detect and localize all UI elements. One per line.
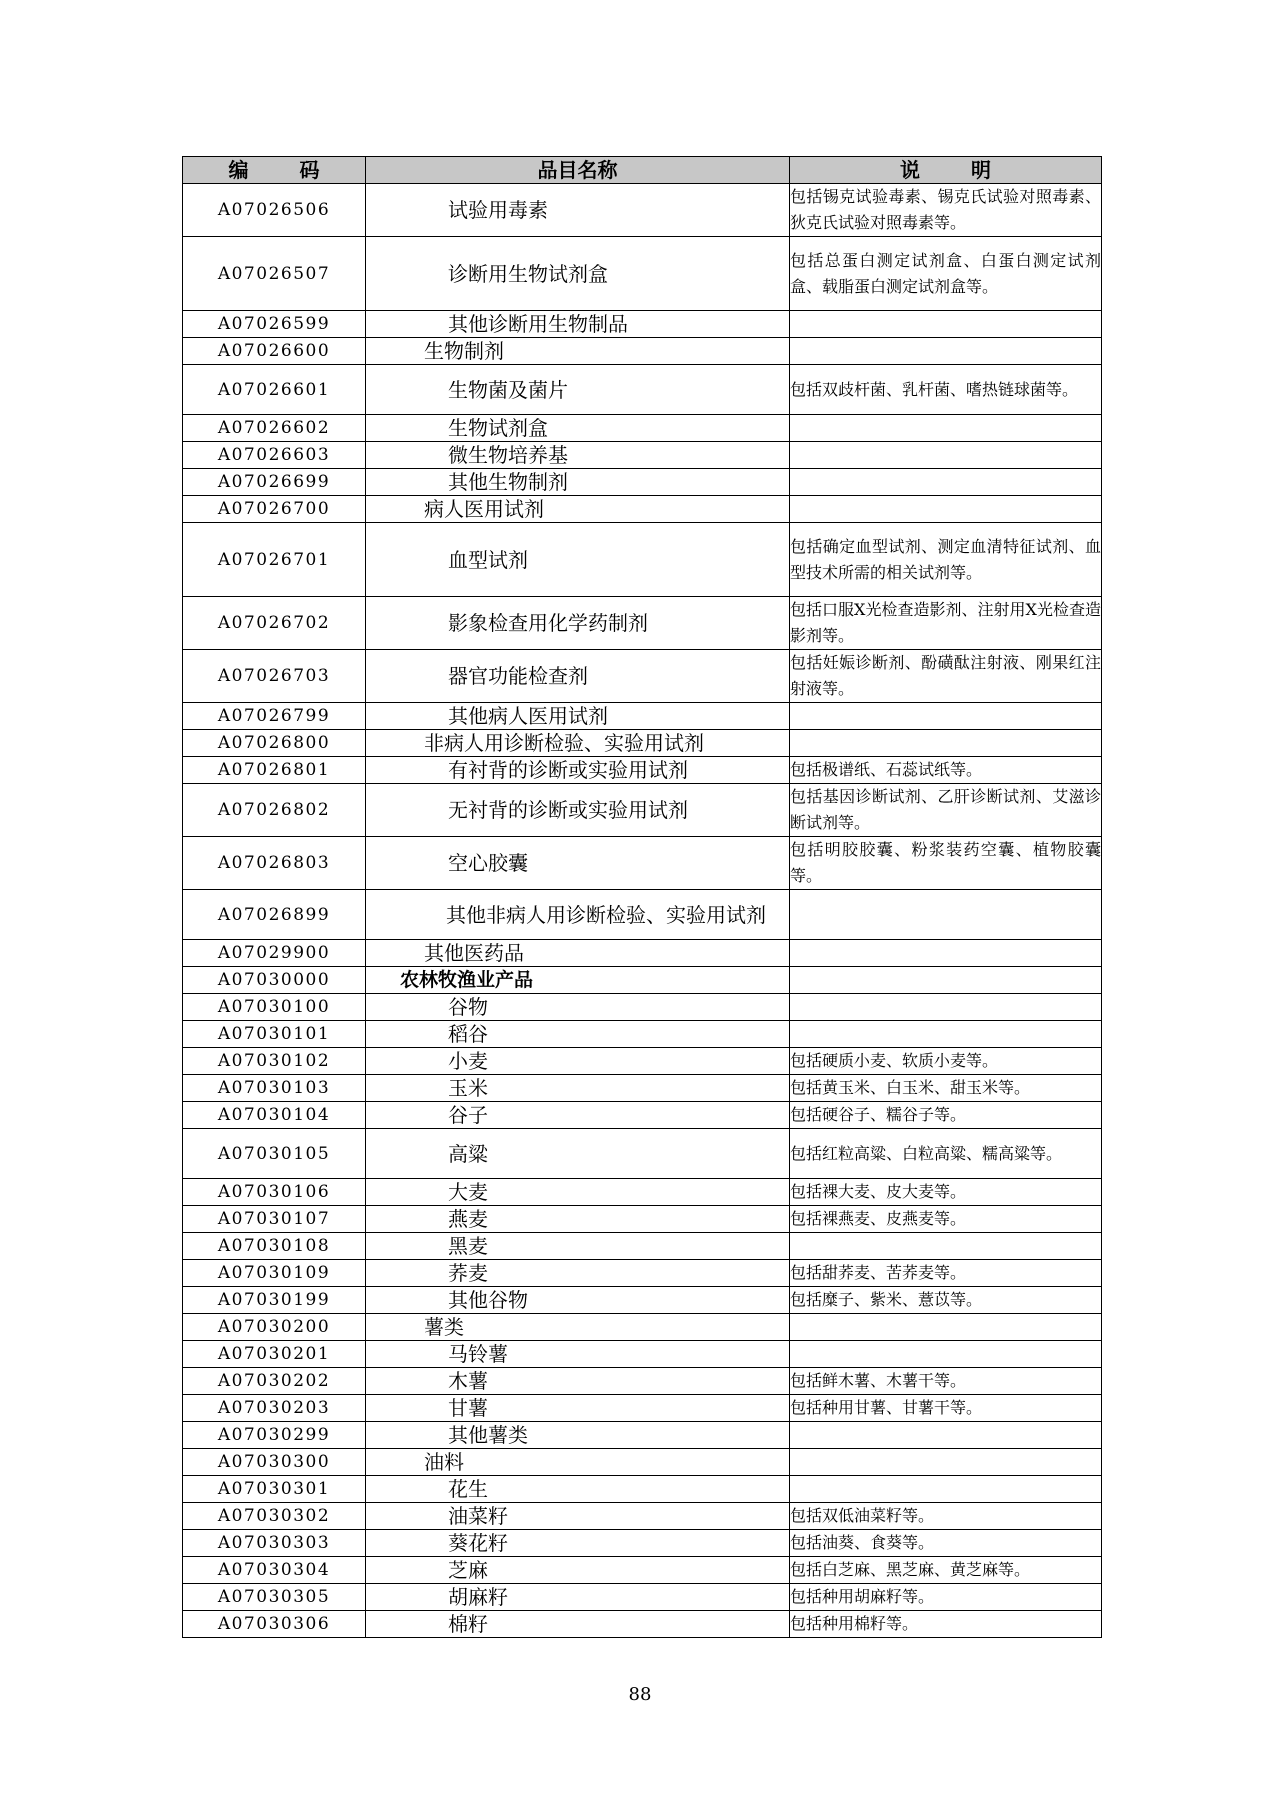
row-name bbox=[366, 1206, 790, 1233]
row-name-text: 棉籽 bbox=[448, 1612, 488, 1636]
row-desc bbox=[790, 442, 1102, 469]
row-desc bbox=[790, 469, 1102, 496]
row-desc bbox=[790, 994, 1102, 1021]
row-desc bbox=[790, 1422, 1102, 1449]
row-code: A07030300 bbox=[183, 1449, 366, 1476]
table-row bbox=[183, 1557, 1102, 1584]
row-name bbox=[366, 237, 790, 311]
row-code: A07026703 bbox=[183, 650, 366, 703]
table-row bbox=[183, 650, 1102, 703]
row-name bbox=[366, 967, 790, 994]
row-desc bbox=[790, 967, 1102, 994]
row-name-text: 荞麦 bbox=[448, 1261, 488, 1285]
row-code: A07026701 bbox=[183, 523, 366, 597]
row-name bbox=[366, 1422, 790, 1449]
table-row bbox=[183, 523, 1102, 597]
row-desc bbox=[790, 496, 1102, 523]
table-row bbox=[183, 730, 1102, 757]
row-desc: 包括双低油菜籽等。 bbox=[790, 1503, 1102, 1530]
row-desc: 包括硬谷子、糯谷子等。 bbox=[790, 1102, 1102, 1129]
row-name-text: 生物试剂盒 bbox=[448, 416, 548, 440]
row-code: A07026800 bbox=[183, 730, 366, 757]
row-name-text: 马铃薯 bbox=[448, 1342, 508, 1366]
row-code: A07026699 bbox=[183, 469, 366, 496]
row-name-text: 芝麻 bbox=[448, 1558, 488, 1582]
row-desc bbox=[790, 703, 1102, 730]
row-name-text: 大麦 bbox=[448, 1180, 488, 1204]
row-name-text: 血型试剂 bbox=[448, 547, 528, 572]
row-name bbox=[366, 311, 790, 338]
row-code: A07030104 bbox=[183, 1102, 366, 1129]
row-name-text: 其他谷物 bbox=[448, 1288, 528, 1312]
row-name-text: 稻谷 bbox=[448, 1022, 488, 1046]
row-desc bbox=[790, 890, 1102, 940]
page-number: 88 bbox=[628, 1684, 652, 1705]
row-desc: 包括明胶胶囊、粉浆装药空囊、植物胶囊等。 bbox=[790, 837, 1102, 890]
row-name-text: 燕麦 bbox=[448, 1207, 488, 1231]
row-desc bbox=[790, 1449, 1102, 1476]
row-name-text: 玉米 bbox=[448, 1076, 488, 1100]
table-row bbox=[183, 1368, 1102, 1395]
row-desc: 包括基因诊断试剂、乙肝诊断试剂、艾滋诊断试剂等。 bbox=[790, 784, 1102, 837]
table-row bbox=[183, 1530, 1102, 1557]
row-name bbox=[366, 1260, 790, 1287]
row-name bbox=[366, 338, 790, 365]
table-row bbox=[183, 1287, 1102, 1314]
row-code: A07026801 bbox=[183, 757, 366, 784]
header-row bbox=[183, 157, 1102, 184]
table-row bbox=[183, 1075, 1102, 1102]
row-name bbox=[366, 1102, 790, 1129]
row-desc bbox=[790, 311, 1102, 338]
row-code: A07026599 bbox=[183, 311, 366, 338]
row-code: A07030103 bbox=[183, 1075, 366, 1102]
row-name-text: 空心胶囊 bbox=[448, 851, 528, 875]
table-row bbox=[183, 597, 1102, 650]
table-row bbox=[183, 1314, 1102, 1341]
table-row bbox=[183, 338, 1102, 365]
row-code: A07030199 bbox=[183, 1287, 366, 1314]
row-desc: 包括鲜木薯、木薯干等。 bbox=[790, 1368, 1102, 1395]
table-row bbox=[183, 237, 1102, 311]
table-row bbox=[183, 940, 1102, 967]
header-desc: 说 明 bbox=[790, 157, 1102, 184]
row-desc: 包括裸大麦、皮大麦等。 bbox=[790, 1179, 1102, 1206]
row-name-text: 谷子 bbox=[448, 1103, 488, 1127]
row-name-text: 无衬背的诊断或实验用试剂 bbox=[448, 798, 688, 822]
row-name-text: 生物制剂 bbox=[424, 339, 504, 363]
table-row bbox=[183, 1611, 1102, 1638]
table-row bbox=[183, 442, 1102, 469]
row-code: A07030100 bbox=[183, 994, 366, 1021]
row-name bbox=[366, 890, 790, 940]
table-row bbox=[183, 1260, 1102, 1287]
row-name bbox=[366, 184, 790, 237]
row-code: A07030302 bbox=[183, 1503, 366, 1530]
table-row bbox=[183, 757, 1102, 784]
row-desc: 包括极谱纸、石蕊试纸等。 bbox=[790, 757, 1102, 784]
table-row bbox=[183, 703, 1102, 730]
row-name bbox=[366, 1368, 790, 1395]
table-row bbox=[183, 1422, 1102, 1449]
row-name-text: 微生物培养基 bbox=[448, 443, 568, 467]
row-desc: 包括妊娠诊断剂、酚磺酞注射液、刚果红注射液等。 bbox=[790, 650, 1102, 703]
row-code: A07030000 bbox=[183, 967, 366, 994]
row-name bbox=[366, 1449, 790, 1476]
row-code: A07026803 bbox=[183, 837, 366, 890]
row-name-text: 黑麦 bbox=[448, 1234, 488, 1258]
row-name bbox=[366, 1341, 790, 1368]
table-row bbox=[183, 1476, 1102, 1503]
row-desc: 包括种用胡麻籽等。 bbox=[790, 1584, 1102, 1611]
row-name bbox=[366, 1075, 790, 1102]
row-desc: 包括糜子、紫米、薏苡等。 bbox=[790, 1287, 1102, 1314]
table-row bbox=[183, 1584, 1102, 1611]
row-desc bbox=[790, 1476, 1102, 1503]
row-name bbox=[366, 994, 790, 1021]
row-name bbox=[366, 365, 790, 415]
table-row bbox=[183, 415, 1102, 442]
row-code: A07026602 bbox=[183, 415, 366, 442]
row-name-text: 甘薯 bbox=[448, 1396, 488, 1420]
table-body bbox=[183, 184, 1102, 1638]
table-row bbox=[183, 1395, 1102, 1422]
row-name-text: 薯类 bbox=[424, 1315, 464, 1339]
row-desc: 包括双歧杆菌、乳杆菌、嗜热链球菌等。 bbox=[790, 365, 1102, 415]
row-code: A07026507 bbox=[183, 237, 366, 311]
table-row bbox=[183, 184, 1102, 237]
row-name-text: 其他诊断用生物制品 bbox=[448, 312, 628, 336]
row-name bbox=[366, 1179, 790, 1206]
row-code: A07026601 bbox=[183, 365, 366, 415]
table-row bbox=[183, 1341, 1102, 1368]
table-row bbox=[183, 967, 1102, 994]
table-row bbox=[183, 311, 1102, 338]
row-name-text: 诊断用生物试剂盒 bbox=[448, 261, 608, 286]
header-name: 品目名称 bbox=[366, 157, 790, 184]
row-name-text: 谷物 bbox=[448, 995, 488, 1019]
row-code: A07029900 bbox=[183, 940, 366, 967]
row-name bbox=[366, 1557, 790, 1584]
table-row bbox=[183, 1102, 1102, 1129]
row-code: A07030105 bbox=[183, 1129, 366, 1179]
row-name-text: 胡麻籽 bbox=[448, 1585, 508, 1609]
row-name-text: 其他非病人用诊断检验、实验用试剂 bbox=[446, 902, 766, 927]
row-name bbox=[366, 1233, 790, 1260]
table-row bbox=[183, 1179, 1102, 1206]
row-name bbox=[366, 1611, 790, 1638]
table-row bbox=[183, 469, 1102, 496]
row-name bbox=[366, 523, 790, 597]
table-row bbox=[183, 784, 1102, 837]
row-name bbox=[366, 442, 790, 469]
row-name-text: 其他病人医用试剂 bbox=[448, 704, 608, 728]
row-code: A07026603 bbox=[183, 442, 366, 469]
row-desc: 包括裸燕麦、皮燕麦等。 bbox=[790, 1206, 1102, 1233]
row-name bbox=[366, 1395, 790, 1422]
row-name-text: 油菜籽 bbox=[448, 1504, 508, 1528]
row-desc: 包括种用棉籽等。 bbox=[790, 1611, 1102, 1638]
row-desc bbox=[790, 1314, 1102, 1341]
row-code: A07030306 bbox=[183, 1611, 366, 1638]
row-code: A07030200 bbox=[183, 1314, 366, 1341]
header-code: 编 码 bbox=[183, 157, 366, 184]
row-name-text: 试验用毒素 bbox=[448, 198, 548, 222]
row-name bbox=[366, 1287, 790, 1314]
row-desc: 包括总蛋白测定试剂盒、白蛋白测定试剂盒、载脂蛋白测定试剂盒等。 bbox=[790, 237, 1102, 311]
row-desc: 包括确定血型试剂、测定血清特征试剂、血型技术所需的相关试剂等。 bbox=[790, 523, 1102, 597]
table-row bbox=[183, 994, 1102, 1021]
row-code: A07030303 bbox=[183, 1530, 366, 1557]
row-name-text: 影象检查用化学药制剂 bbox=[448, 611, 648, 635]
row-name bbox=[366, 1584, 790, 1611]
row-code: A07030107 bbox=[183, 1206, 366, 1233]
row-code: A07030203 bbox=[183, 1395, 366, 1422]
row-code: A07030299 bbox=[183, 1422, 366, 1449]
row-name bbox=[366, 940, 790, 967]
row-code: A07030101 bbox=[183, 1021, 366, 1048]
row-name-text: 有衬背的诊断或实验用试剂 bbox=[448, 758, 688, 782]
row-name bbox=[366, 496, 790, 523]
row-name bbox=[366, 415, 790, 442]
table-row bbox=[183, 1129, 1102, 1179]
row-code: A07026802 bbox=[183, 784, 366, 837]
row-desc bbox=[790, 1233, 1102, 1260]
row-code: A07030301 bbox=[183, 1476, 366, 1503]
row-name-text: 病人医用试剂 bbox=[424, 497, 544, 521]
row-name-text: 葵花籽 bbox=[448, 1531, 508, 1555]
row-code: A07030201 bbox=[183, 1341, 366, 1368]
row-desc: 包括红粒高粱、白粒高粱、糯高粱等。 bbox=[790, 1129, 1102, 1179]
row-name bbox=[366, 730, 790, 757]
row-code: A07030109 bbox=[183, 1260, 366, 1287]
row-desc: 包括硬质小麦、软质小麦等。 bbox=[790, 1048, 1102, 1075]
row-code: A07030108 bbox=[183, 1233, 366, 1260]
table-row bbox=[183, 1233, 1102, 1260]
row-desc bbox=[790, 730, 1102, 757]
row-desc: 包括种用甘薯、甘薯干等。 bbox=[790, 1395, 1102, 1422]
row-name bbox=[366, 784, 790, 837]
row-code: A07030304 bbox=[183, 1557, 366, 1584]
row-name-text: 非病人用诊断检验、实验用试剂 bbox=[424, 731, 704, 755]
row-name-text: 其他生物制剂 bbox=[448, 470, 568, 494]
table-header bbox=[183, 157, 1102, 184]
row-name bbox=[366, 1129, 790, 1179]
row-name-text: 油料 bbox=[424, 1450, 464, 1474]
row-name bbox=[366, 1314, 790, 1341]
row-code: A07026799 bbox=[183, 703, 366, 730]
row-name bbox=[366, 757, 790, 784]
row-code: A07026600 bbox=[183, 338, 366, 365]
row-name bbox=[366, 703, 790, 730]
row-name-text: 小麦 bbox=[448, 1049, 488, 1073]
row-name bbox=[366, 1048, 790, 1075]
table-row bbox=[183, 1503, 1102, 1530]
row-desc: 包括白芝麻、黑芝麻、黄芝麻等。 bbox=[790, 1557, 1102, 1584]
row-desc bbox=[790, 1341, 1102, 1368]
row-name bbox=[366, 1530, 790, 1557]
row-name bbox=[366, 1476, 790, 1503]
table-row bbox=[183, 1048, 1102, 1075]
row-desc bbox=[790, 940, 1102, 967]
table-row bbox=[183, 1021, 1102, 1048]
catalog-table bbox=[182, 156, 1102, 1638]
row-desc: 包括锡克试验毒素、锡克氏试验对照毒素、狄克氏试验对照毒素等。 bbox=[790, 184, 1102, 237]
row-name-text: 器官功能检查剂 bbox=[448, 664, 588, 688]
row-code: A07030202 bbox=[183, 1368, 366, 1395]
table-row bbox=[183, 1206, 1102, 1233]
row-name-text: 其他薯类 bbox=[448, 1423, 528, 1447]
table-row bbox=[183, 1449, 1102, 1476]
row-desc bbox=[790, 338, 1102, 365]
row-name bbox=[366, 597, 790, 650]
row-name-text: 花生 bbox=[448, 1477, 488, 1501]
table-row bbox=[183, 496, 1102, 523]
row-desc: 包括口服X光检查造影剂、注射用X光检查造影剂等。 bbox=[790, 597, 1102, 650]
row-code: A07030305 bbox=[183, 1584, 366, 1611]
row-name bbox=[366, 837, 790, 890]
row-name-text: 生物菌及菌片 bbox=[448, 377, 568, 402]
table-row bbox=[183, 365, 1102, 415]
row-name-text: 其他医药品 bbox=[424, 941, 524, 965]
row-code: A07026700 bbox=[183, 496, 366, 523]
row-name bbox=[366, 650, 790, 703]
table-row bbox=[183, 890, 1102, 940]
table-row bbox=[183, 837, 1102, 890]
row-name-text: 木薯 bbox=[448, 1369, 488, 1393]
row-desc bbox=[790, 415, 1102, 442]
row-code: A07026899 bbox=[183, 890, 366, 940]
row-desc: 包括黄玉米、白玉米、甜玉米等。 bbox=[790, 1075, 1102, 1102]
row-code: A07030102 bbox=[183, 1048, 366, 1075]
row-name-text: 高粱 bbox=[448, 1141, 488, 1166]
row-name-text: 农林牧渔业产品 bbox=[400, 969, 534, 991]
row-desc: 包括甜荞麦、苦荞麦等。 bbox=[790, 1260, 1102, 1287]
row-name bbox=[366, 1021, 790, 1048]
row-name bbox=[366, 469, 790, 496]
row-desc bbox=[790, 1021, 1102, 1048]
row-code: A07026702 bbox=[183, 597, 366, 650]
row-code: A07030106 bbox=[183, 1179, 366, 1206]
row-code: A07026506 bbox=[183, 184, 366, 237]
row-desc: 包括油葵、食葵等。 bbox=[790, 1530, 1102, 1557]
row-name bbox=[366, 1503, 790, 1530]
